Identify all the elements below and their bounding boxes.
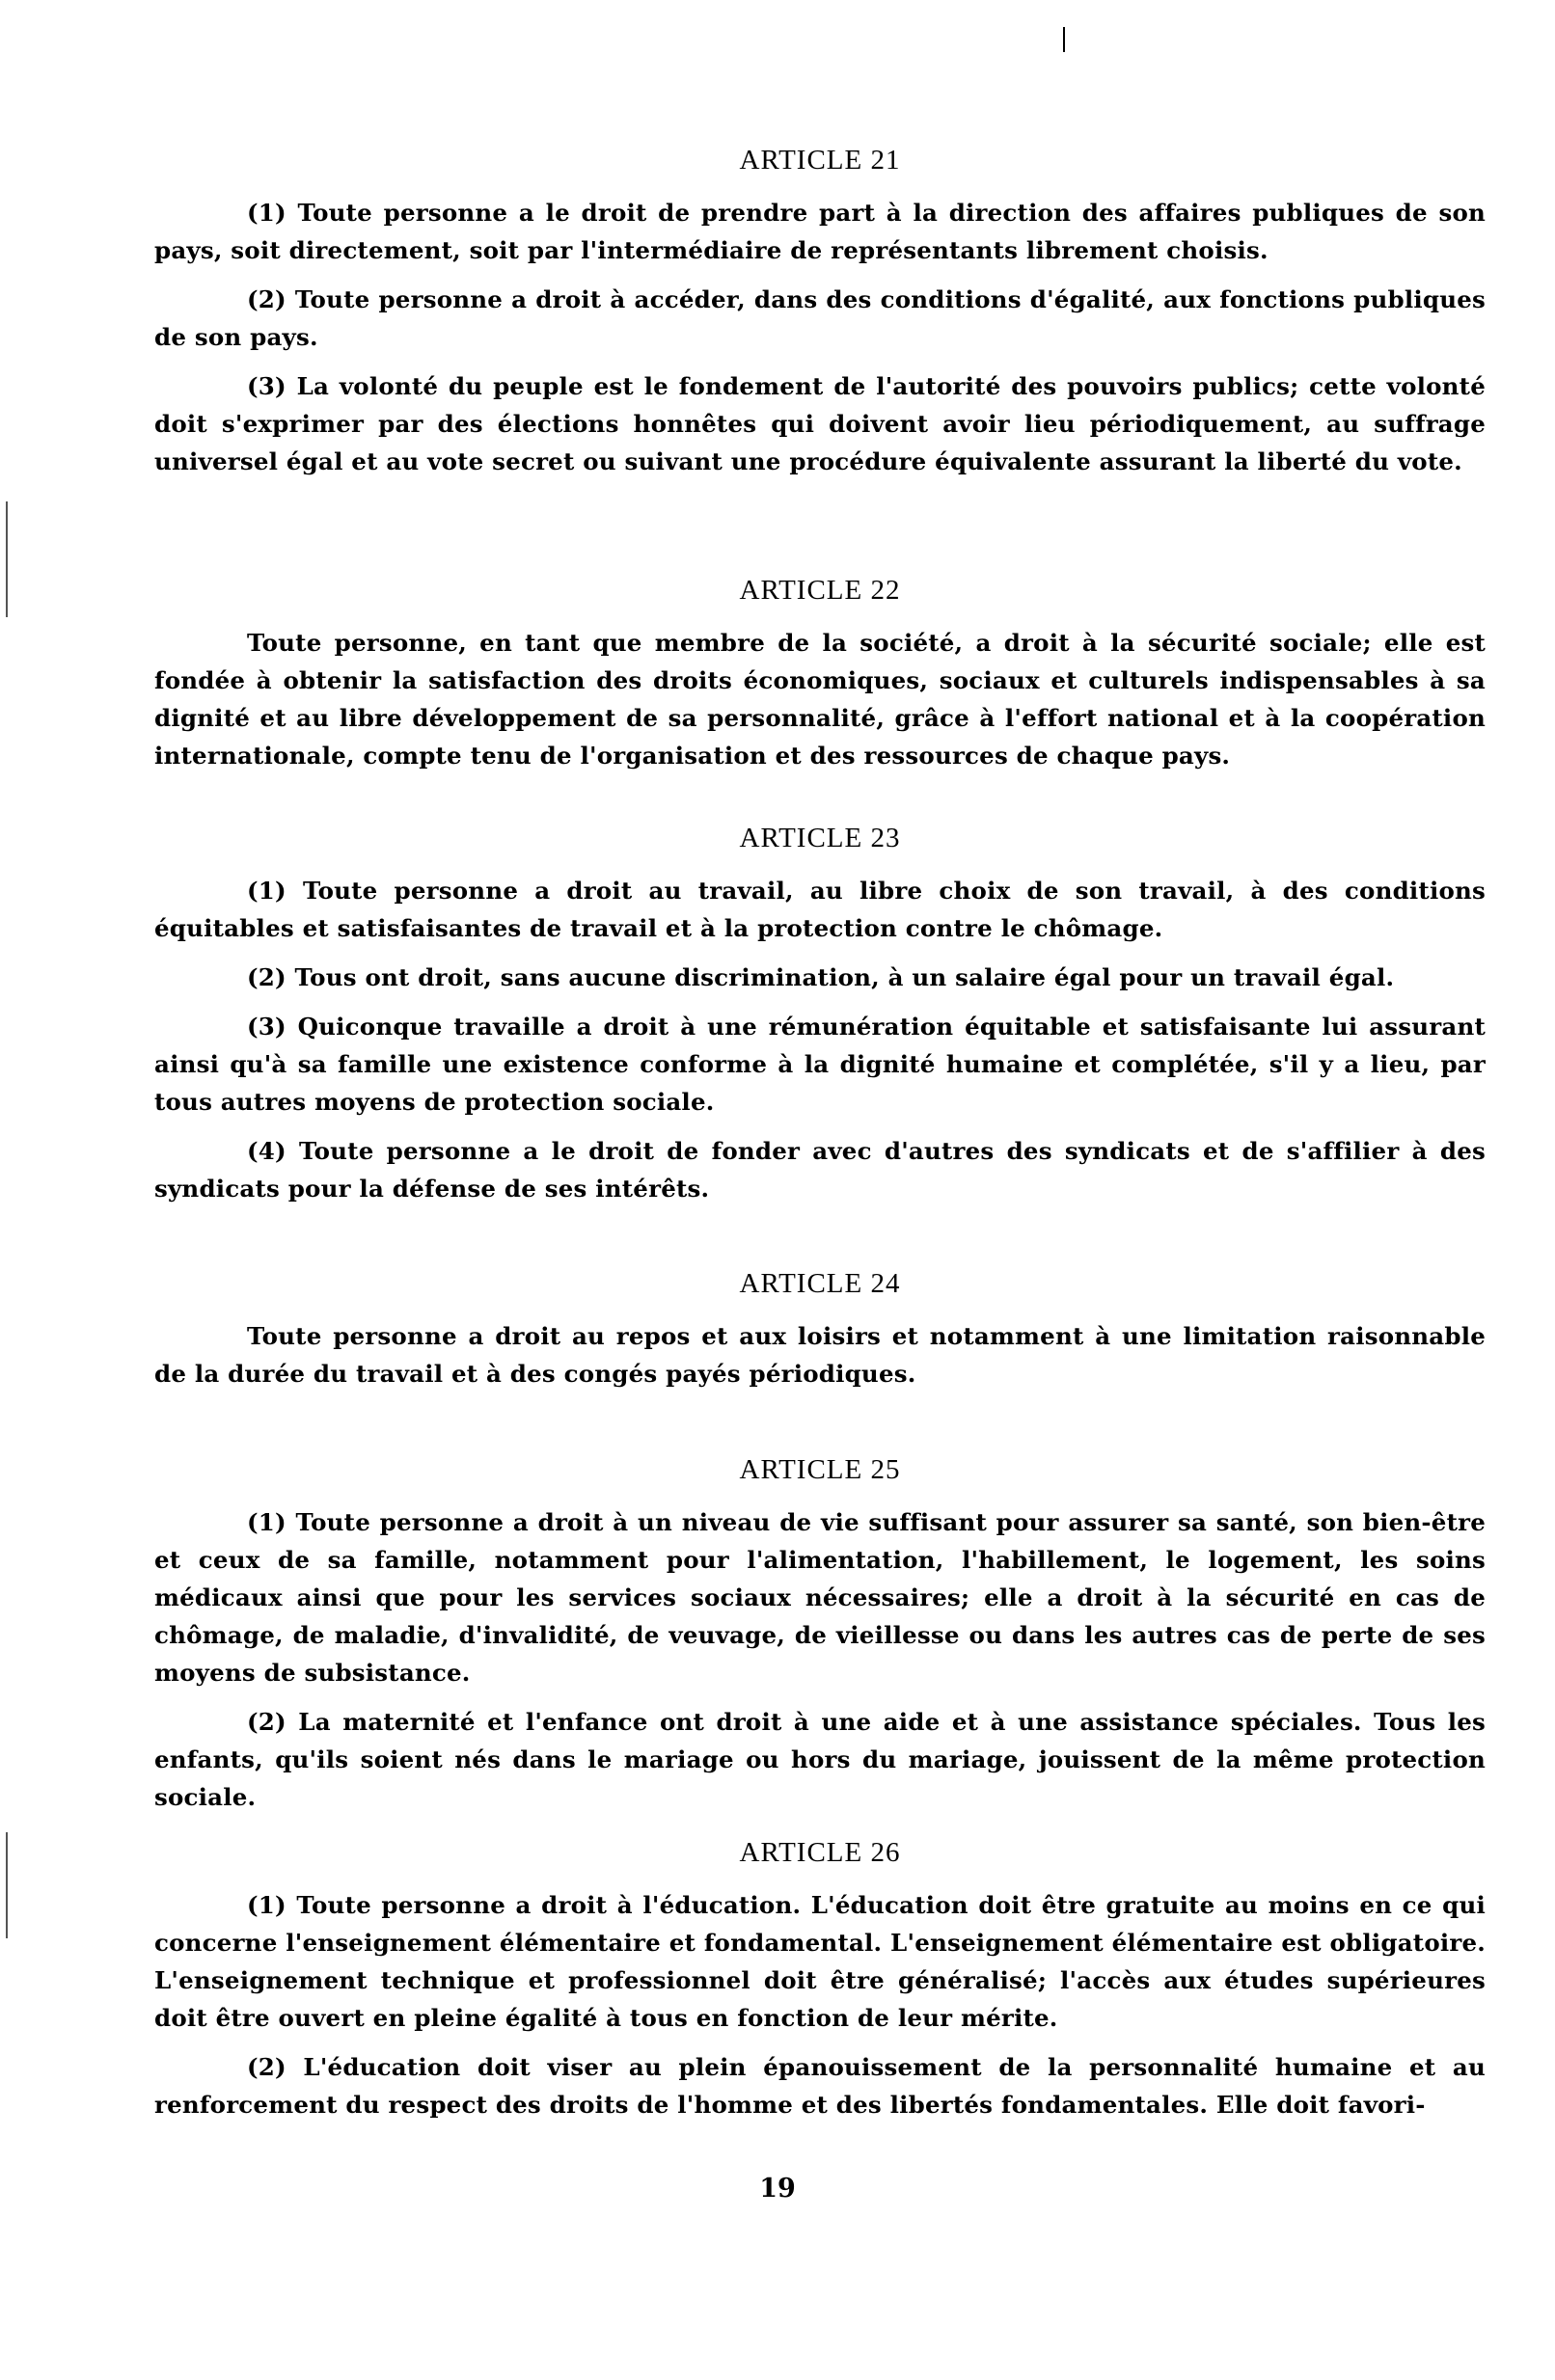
article-paragraph: (1) Toute personne a droit au travail, au libre choix de son travail, à des conditions équitables et satisfaisantes de travail et à la protection contre le chômage. (154, 877, 1486, 942)
article-title: ARTICLE 26 (739, 1837, 901, 1868)
article-23 (154, 823, 1486, 1219)
page-number: 19 (759, 2174, 796, 2204)
article-paragraph: Toute personne a droit au repos et aux loisirs et notamment à une limitation raisonnable de la durée du travail et à des congés payés périodiques. (154, 1322, 1486, 1388)
scan-margin-mark (6, 1832, 8, 1938)
article-paragraph: (2) Toute personne a droit à accéder, dans des conditions d'égalité, aux fonctions publiques de son pays. (154, 285, 1486, 351)
article-26 (154, 1837, 1486, 2135)
article-title: ARTICLE 22 (739, 575, 901, 606)
article-paragraph: (1) Toute personne a droit à l'éducation. L'éducation doit être gratuite au moins en ce qui concerne l'enseignement élémentaire et fondamental. L'enseignement élémentaire est obligatoire. L'enseignement technique et professionnel doit être généralisé; l'accès aux études supérieures doit être ouvert en pleine égalité à tous en fonction de leur mérite. (154, 1891, 1486, 2032)
scan-mark (1063, 27, 1065, 52)
article-title: ARTICLE 21 (739, 145, 901, 176)
article-22 (154, 575, 1486, 786)
article-title: ARTICLE 24 (739, 1268, 901, 1299)
article-paragraph: (2) L'éducation doit viser au plein épanouissement de la personnalité humaine et au renforcement du respect des droits de l'homme et des libertés fondamentales. Elle doit favori- (154, 2053, 1486, 2119)
article-paragraph: (2) La maternité et l'enfance ont droit à une aide et à une assistance spéciales. Tous les enfants, qu'ils soient nés dans le mariage ou hors du mariage, jouissent de la même protection sociale. (154, 1708, 1486, 1811)
article-title: ARTICLE 23 (739, 823, 901, 853)
article-paragraph: (3) La volonté du peuple est le fondement de l'autorité des pouvoirs publics; cette volonté doit s'exprimer par des élections honnêtes qui doivent avoir lieu périodiquement, au suffrage universel égal et au vote secret ou suivant une procédure équivalente assurant la liberté du vote. (154, 372, 1486, 475)
article-21 (154, 145, 1486, 492)
article-paragraph: (2) Tous ont droit, sans aucune discrimination, à un salaire égal pour un travail égal. (247, 963, 1395, 991)
scan-margin-mark (6, 501, 8, 617)
article-25 (154, 1454, 1486, 1827)
article-24 (154, 1268, 1486, 1404)
article-title: ARTICLE 25 (739, 1454, 901, 1485)
article-paragraph: (1) Toute personne a le droit de prendre part à la direction des affaires publiques de son pays, soit directement, soit par l'intermédiaire de représentants librement choisis. (154, 199, 1486, 264)
article-paragraph: (3) Quiconque travaille a droit à une rémunération équitable et satisfaisante lui assurant ainsi qu'à sa famille une existence conforme à la dignité humaine et complétée, s'il y a lieu, par tous autres moyens de protection sociale. (154, 1013, 1486, 1116)
article-paragraph: (4) Toute personne a le droit de fonder avec d'autres des syndicats et de s'affilier à des syndicats pour la défense de ses intérêts. (154, 1137, 1486, 1203)
article-paragraph: Toute personne, en tant que membre de la société, a droit à la sécurité sociale; elle est fondée à obtenir la satisfaction des droits économiques, sociaux et culturels indispensables à sa dignité et au libre développement de sa personnalité, grâce à l'effort national et à la coopération internationale, compte tenu de l'organisation et des ressources de chaque pays. (154, 629, 1486, 770)
article-paragraph: (1) Toute personne a droit à un niveau de vie suffisant pour assurer sa santé, son bien-être et ceux de sa famille, notamment pour l'alimentation, l'habillement, le logement, les soins médicaux ainsi que pour les services sociaux nécessaires; elle a droit à la sécurité en cas de chômage, de maladie, d'invalidité, de veuvage, de vieillesse ou dans les autres cas de perte de ses moyens de subsistance. (154, 1508, 1486, 1687)
